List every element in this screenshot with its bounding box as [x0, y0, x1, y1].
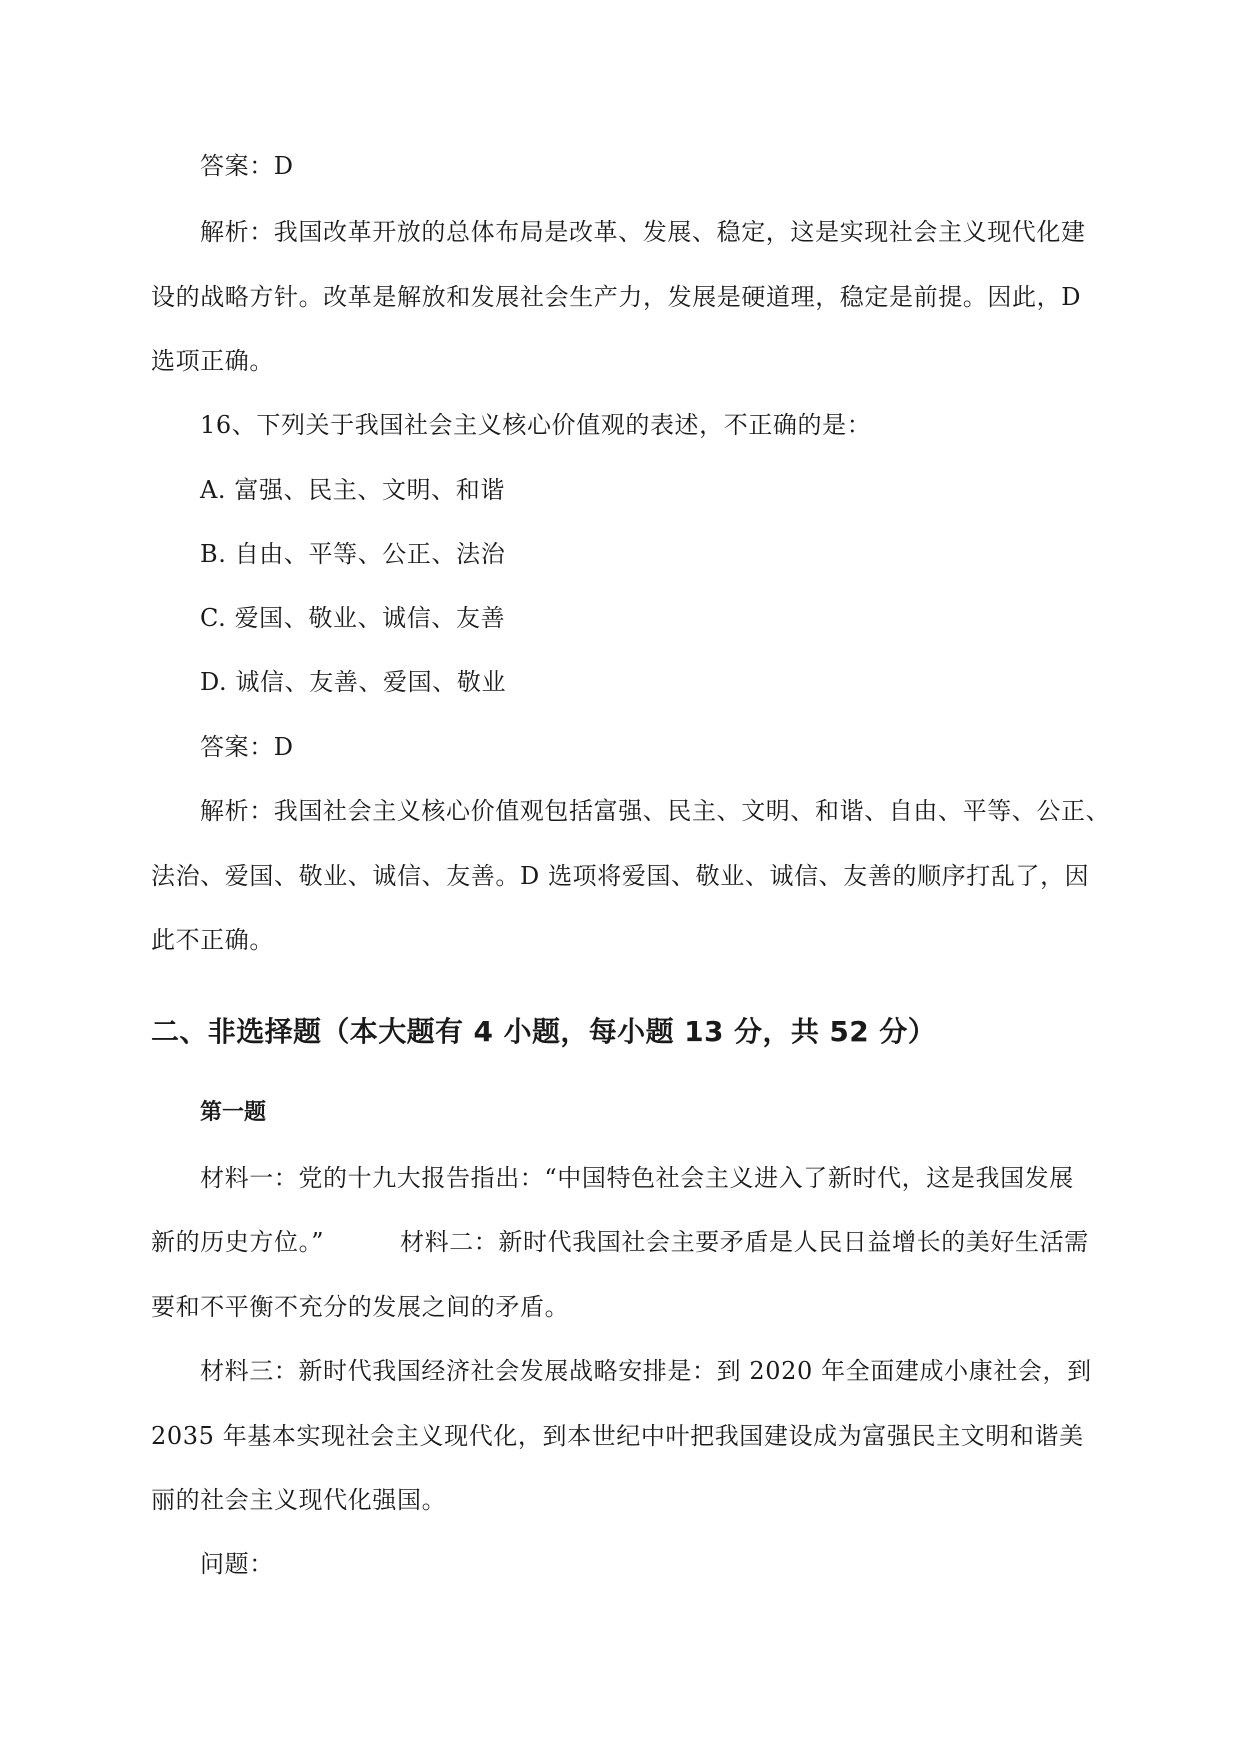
- q16-option-a: A. 富强、民主、文明、和谐: [200, 476, 505, 504]
- q16-option-d: D. 诚信、友善、爱国、敬业: [200, 668, 507, 696]
- q16-analysis-line-1: 解析：我国社会主义核心价值观包括富强、民主、文明、和谐、自由、平等、公正、: [200, 797, 1111, 825]
- material-line-2b: 材料二：新时代我国社会主要矛盾是人民日益增长的美好生活需: [400, 1228, 1089, 1256]
- material-line-1: 材料一：党的十九大报告指出：“中国特色社会主义进入了新时代，这是我国发展: [200, 1164, 1074, 1192]
- q15-analysis-line-3: 选项正确。: [151, 347, 274, 375]
- q15-answer: 答案：D: [200, 152, 294, 180]
- section-2-title: 二、非选择题（本大题有 4 小题，每小题 13 分，共 52 分）: [151, 1015, 937, 1048]
- material-line-4: 材料三：新时代我国经济社会发展战略安排是：到 2020 年全面建成小康社会，到: [200, 1357, 1092, 1385]
- q16-answer: 答案：D: [200, 733, 294, 761]
- q15-analysis-line-1: 解析：我国改革开放的总体布局是改革、发展、稳定，这是实现社会主义现代化建: [200, 218, 1086, 246]
- material-line-3: 要和不平衡不充分的发展之间的矛盾。: [151, 1293, 570, 1321]
- question-label: 问题：: [200, 1550, 274, 1578]
- q15-analysis-line-2: 设的战略方针。改革是解放和发展社会生产力，发展是硬道理，稳定是前提。因此，D: [151, 283, 1082, 311]
- material-line-2a: 新的历史方位。”: [151, 1228, 325, 1256]
- q16-stem: 16、下列关于我国社会主义核心价值观的表述，不正确的是：: [200, 411, 872, 439]
- q16-analysis-line-3: 此不正确。: [151, 926, 274, 954]
- q16-option-b: B. 自由、平等、公正、法治: [200, 540, 506, 568]
- question-1-title: 第一题: [200, 1100, 267, 1125]
- q16-analysis-line-2: 法治、爱国、敬业、诚信、友善。D 选项将爱国、敬业、诚信、友善的顺序打乱了，因: [151, 862, 1090, 890]
- q16-option-c: C. 爱国、敬业、诚信、友善: [200, 604, 506, 632]
- material-line-6: 丽的社会主义现代化强国。: [151, 1486, 447, 1514]
- material-line-5: 2035 年基本实现社会主义现代化，到本世纪中叶把我国建设成为富强民主文明和谐美: [151, 1422, 1084, 1450]
